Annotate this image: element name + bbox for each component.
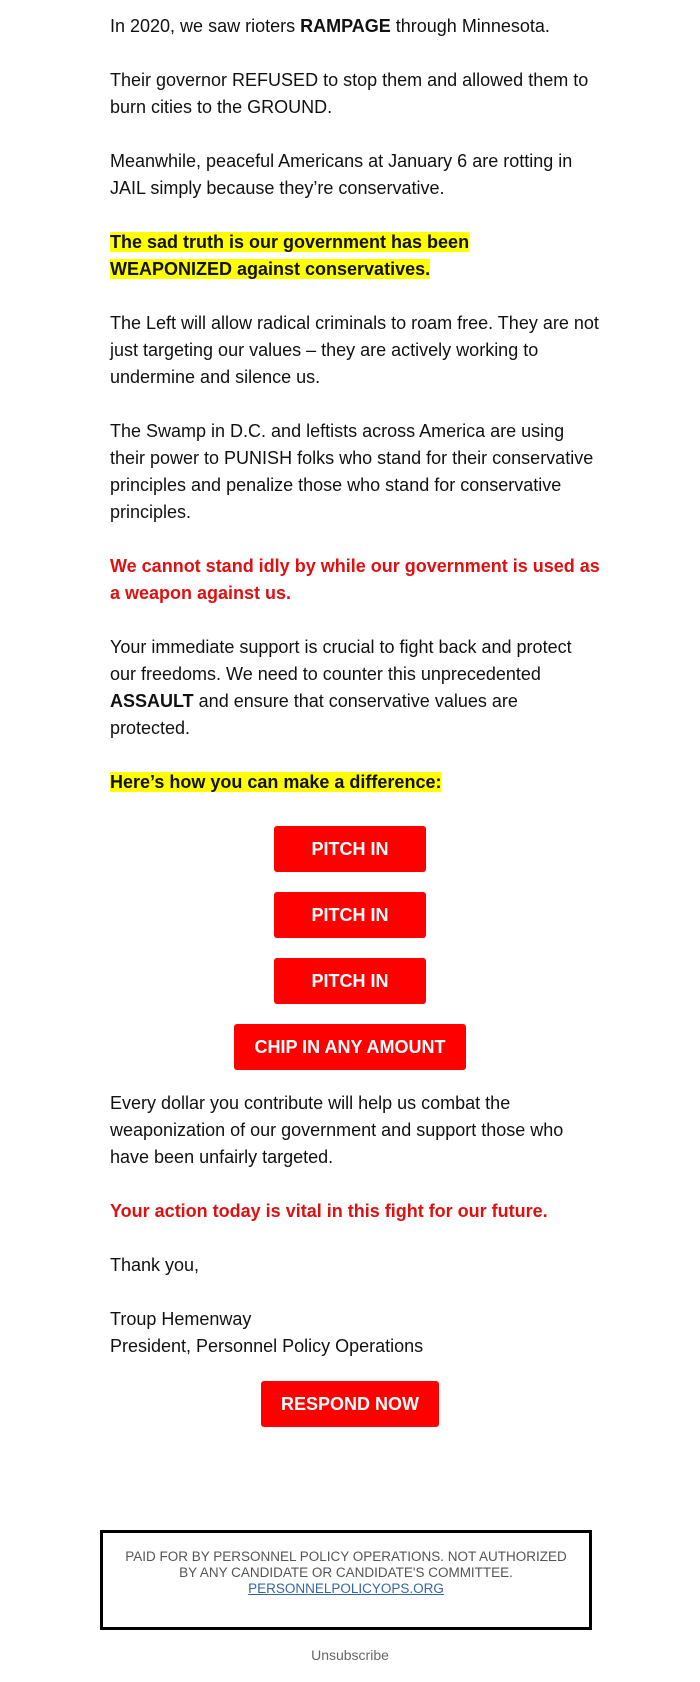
emphasis-text: RAMPAGE <box>300 16 391 36</box>
paragraph-text: Your immediate support is crucial to fight back and protect our freedoms. We need to counter this unprecedented <box>110 637 572 684</box>
paragraph-text: and ensure that conservative values are protected. <box>110 691 518 738</box>
highlight-line-1: The sad truth is our government has been <box>110 232 470 252</box>
chip-in-any-amount-button[interactable]: CHIP IN ANY AMOUNT <box>234 1024 466 1070</box>
pitch-in-75-button[interactable]: PITCH IN <box>274 958 426 1004</box>
chip-any-wrap <box>0 1024 700 1070</box>
paragraph-january-6: Meanwhile, peaceful Americans at January 6 are rotting in JAIL simply because they’re conservative. <box>110 151 573 198</box>
paragraph-every-dollar: Every dollar you contribute will help us combat the weaponization of our government and support those who have been unfairly targeted. <box>110 1093 564 1167</box>
paragraph-swamp: The Swamp in D.C. and leftists across America are using their power to PUNISH folks who stand for their conservative principles and penalize those who stand for conservative principles. <box>110 421 594 522</box>
paragraph-thank-you: Thank you, <box>110 1255 200 1275</box>
pitch-in-35-button[interactable]: PITCH IN <box>274 892 426 938</box>
paragraph-left: The Left will allow radical criminals to roam free. They are not just targeting our values – they are actively working to undermine and silence us. <box>110 313 599 387</box>
paragraph-text: through Minnesota. <box>390 16 550 36</box>
emphasis-text: ASSAULT <box>110 691 194 711</box>
paragraph-governor: Their governor REFUSED to stop them and allowed them to burn cities to the GROUND. <box>110 70 589 117</box>
highlight-difference: Here’s how you can make a difference: <box>110 772 442 792</box>
website-link[interactable]: PERSONNELPOLICYOPS.ORG <box>248 1581 444 1596</box>
paragraph-red-warning: We cannot stand idly by while our government is used as a weapon against us. <box>110 556 600 603</box>
paragraph-text: In 2020, we saw rioters <box>110 16 301 36</box>
disclaimer-box <box>100 1530 592 1630</box>
pitch-in-25-button[interactable]: PITCH IN <box>274 826 426 872</box>
signature-title: President, Personnel Policy Operations <box>110 1336 424 1356</box>
highlight-line-2: WEAPONIZED against conservatives. <box>110 259 431 279</box>
paragraph-action-today: Your action today is vital in this fight for our future. <box>110 1201 548 1221</box>
unsubscribe-link[interactable]: Unsubscribe <box>311 1647 389 1663</box>
signature-name: Troup Hemenway <box>110 1309 252 1329</box>
signature <box>110 1306 600 1360</box>
respond-now-wrap <box>0 1381 700 1427</box>
paragraph-difference <box>110 769 600 796</box>
respond-now-button[interactable]: RESPOND NOW <box>261 1381 439 1427</box>
paragraph-weaponized-highlight <box>110 229 600 283</box>
disclaimer-line-2: BY ANY CANDIDATE OR CANDIDATE'S COMMITTEE. <box>179 1565 513 1580</box>
paragraph-support <box>110 634 600 742</box>
disclaimer-line-1: PAID FOR BY PERSONNEL POLICY OPERATIONS. NOT AUTHORIZED <box>125 1549 567 1564</box>
paragraph-rampage <box>110 13 600 40</box>
